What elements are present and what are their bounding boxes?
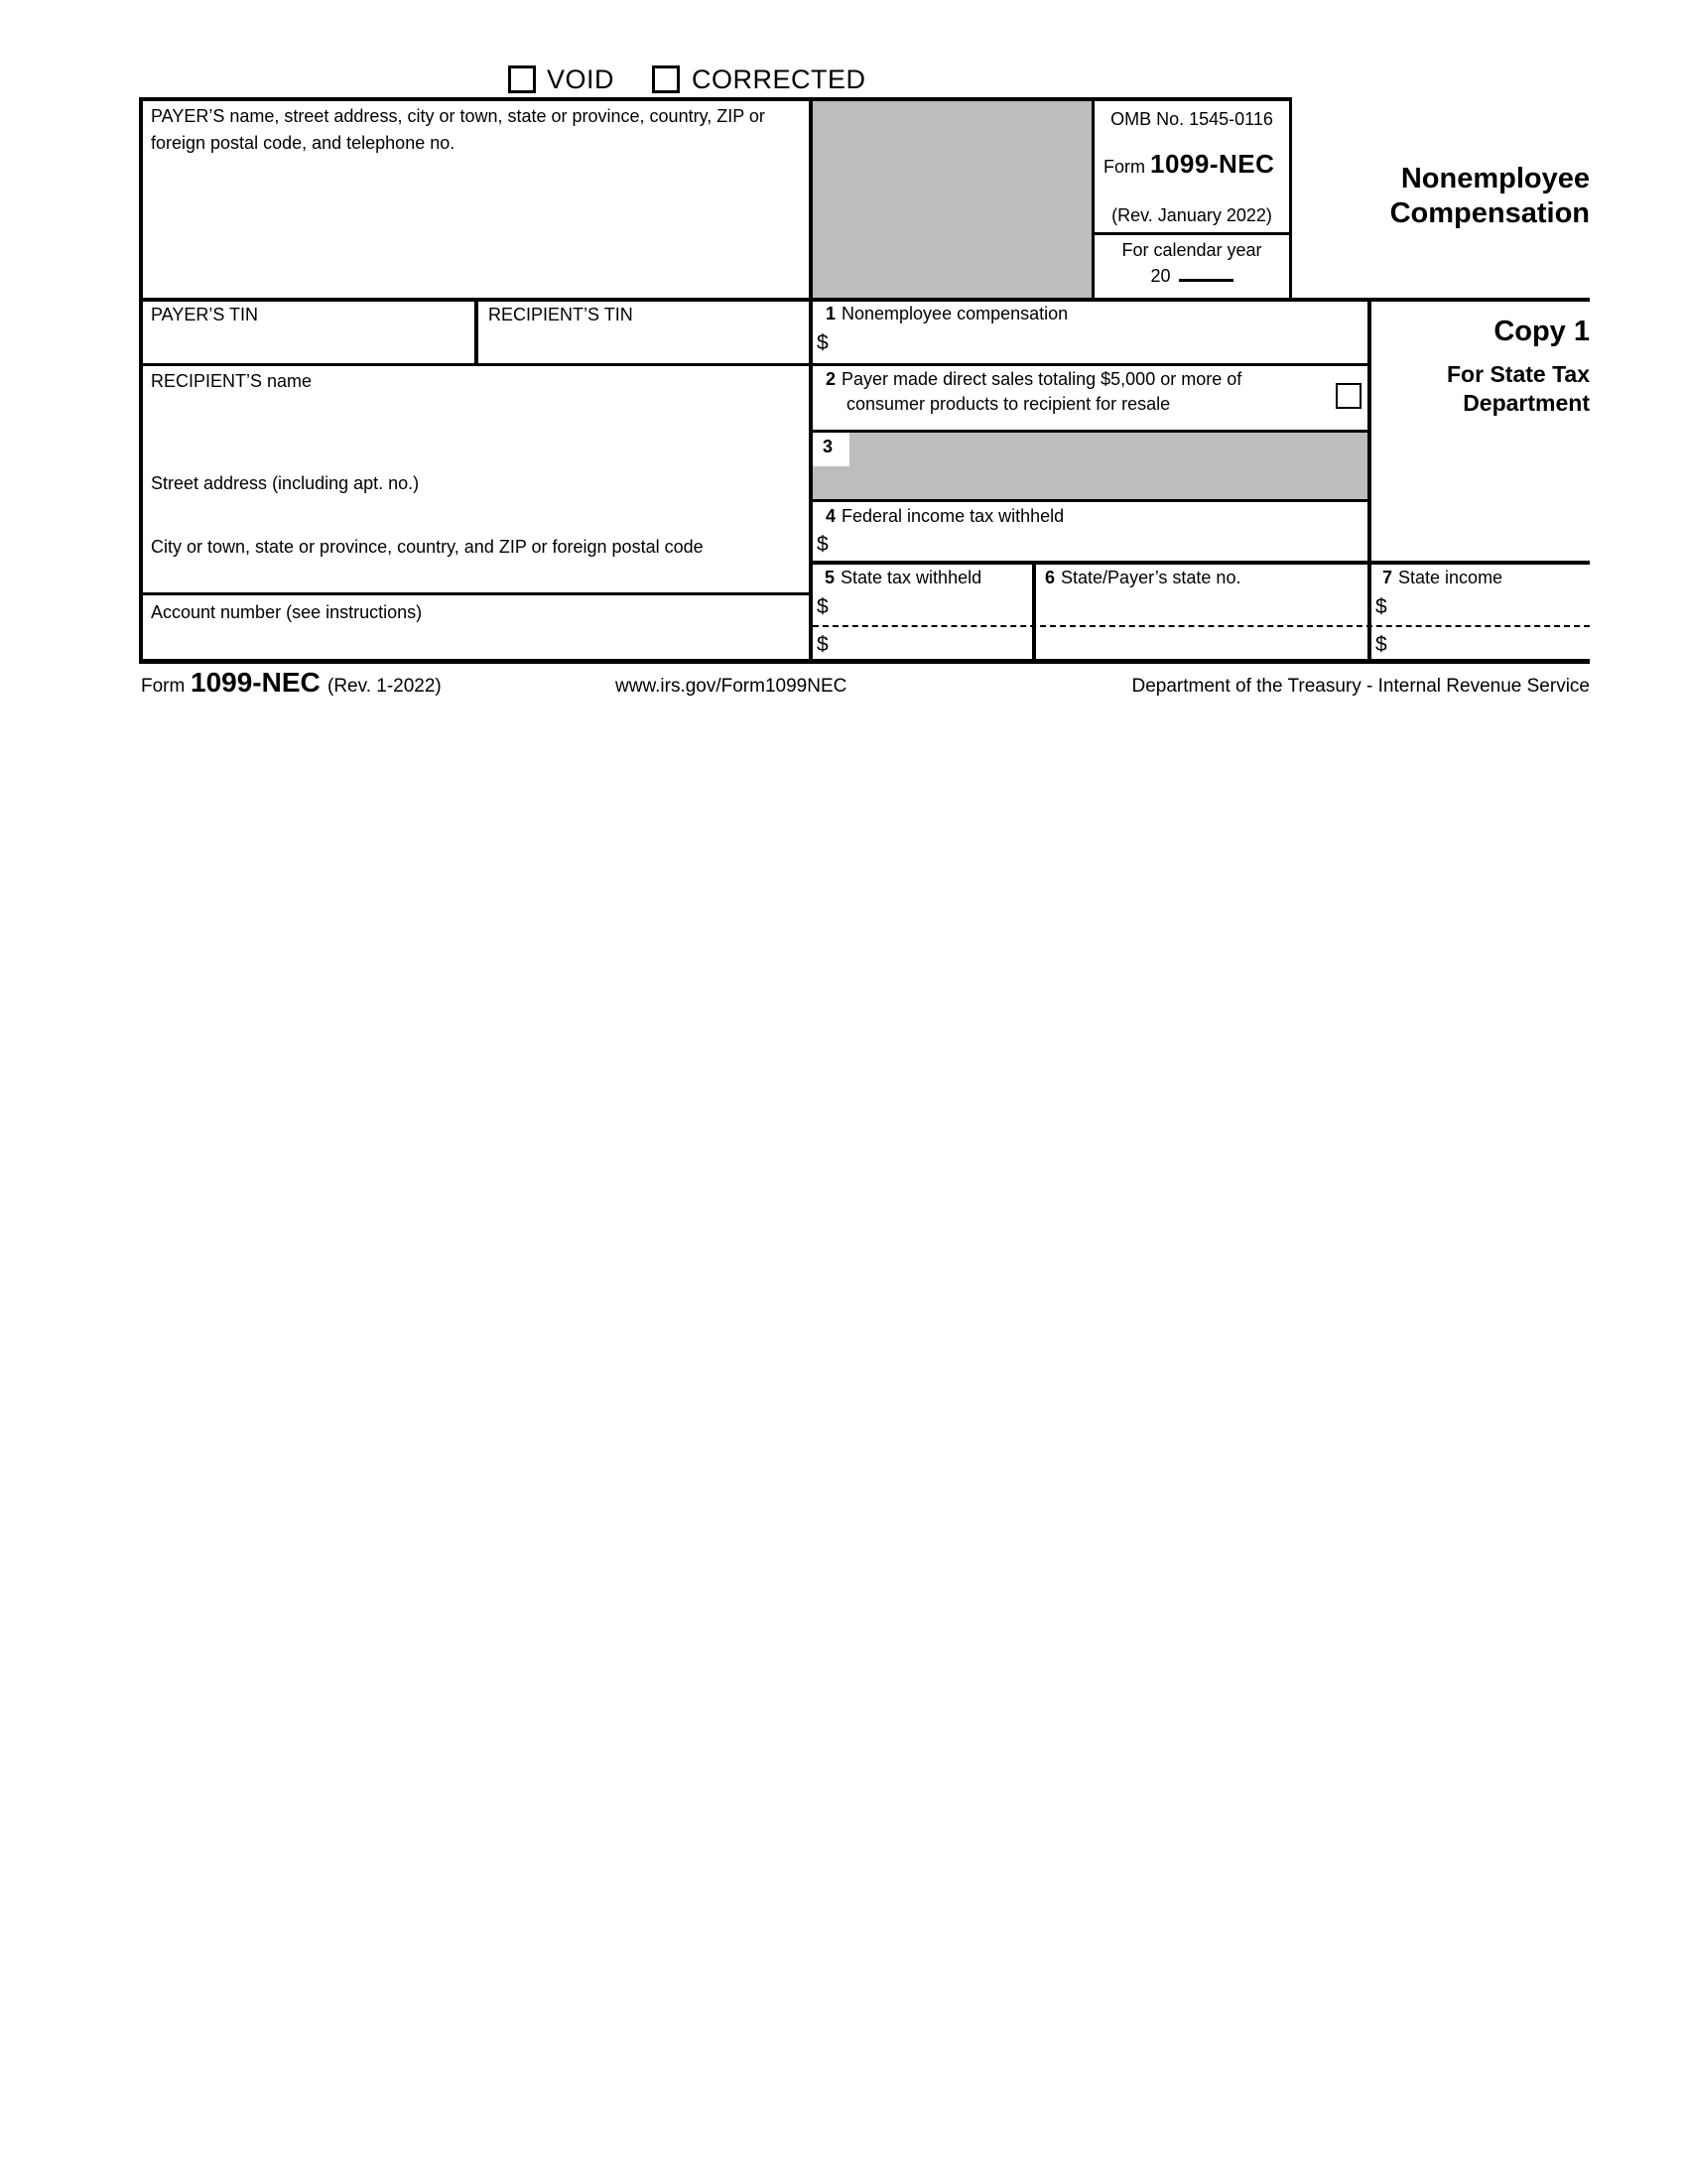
box7-dollar-sign-top: $ [1375, 595, 1387, 618]
border-left [139, 97, 143, 664]
box6-label-text: State/Payer’s state no. [1061, 568, 1241, 587]
box7-label [1382, 568, 1502, 589]
border-right-column-divider [1367, 298, 1371, 664]
box1-dollar-sign: $ [817, 331, 829, 354]
border-tin-divider [474, 298, 478, 366]
border-box2-bottom [809, 430, 1371, 433]
footer-department: Department of the Treasury - Internal Revenue Service [1131, 676, 1590, 697]
calendar-year-blank[interactable] [1179, 266, 1233, 282]
box1-label [826, 304, 1068, 325]
box3-number: 3 [823, 437, 834, 456]
border-top [139, 97, 1292, 101]
form-word: Form [1103, 157, 1145, 177]
omb-number-label: OMB No. 1545-0116 [1110, 109, 1273, 129]
box7-number: 7 [1382, 568, 1393, 587]
copy-for-line1: For State Tax [1447, 361, 1590, 387]
box4-label-text: Federal income tax withheld [842, 506, 1065, 526]
footer-revision: (Rev. 1-2022) [327, 676, 442, 697]
calendar-year-entry[interactable] [1095, 266, 1289, 288]
box4-number: 4 [826, 506, 837, 526]
payer-info-label: PAYER’S name, street address, city or town, state or province, country, ZIP or foreign postal code, and telephone no. [151, 106, 765, 153]
copy-for-line2: Department [1463, 390, 1590, 416]
box5-dollar-sign-bottom: $ [817, 633, 829, 656]
box5-dollar-sign-top: $ [817, 595, 829, 618]
form-title-line1: Nonemployee [1400, 163, 1590, 194]
border-tin-bottom [139, 363, 1371, 366]
border-state-dashed-line [813, 625, 1590, 627]
box1-label-text: Nonemployee compensation [842, 304, 1069, 323]
shaded-box3-area [813, 433, 1367, 499]
copy-for-label [1389, 360, 1590, 418]
box2-number: 2 [826, 369, 837, 389]
box2-label-line2: consumer products to recipient for resale [846, 393, 1171, 414]
box4-dollar-sign: $ [817, 533, 829, 556]
border-header-bottom [139, 298, 1590, 302]
box5-label [825, 568, 981, 589]
border-middle-divider [809, 97, 813, 664]
form-title-line2: Compensation [1389, 197, 1590, 229]
account-number-label: Account number (see instructions) [151, 602, 423, 622]
revision-label: (Rev. January 2022) [1111, 205, 1272, 225]
border-box4-bottom [809, 561, 1590, 565]
corrected-checkbox[interactable] [652, 65, 680, 93]
footer-form-word: Form [141, 676, 186, 697]
box1-number: 1 [826, 304, 837, 323]
city-label: City or town, state or province, country, and ZIP or foreign postal code [151, 537, 704, 557]
box6-label [1045, 568, 1240, 589]
street-address-label: Street address (including apt. no.) [151, 473, 420, 493]
void-label: VOID [547, 64, 615, 94]
form-number-line [1103, 149, 1274, 180]
footer-url-link[interactable]: www.irs.gov/Form1099NEC [615, 676, 847, 697]
box6-number: 6 [1045, 568, 1056, 587]
box5-number: 5 [825, 568, 836, 587]
void-checkbox[interactable] [508, 65, 536, 93]
form-number: 1099-NEC [1150, 149, 1275, 179]
border-box3-bottom [809, 499, 1371, 502]
footer-form-number: 1099-NEC [191, 667, 321, 698]
border-omb-divider [1092, 232, 1292, 235]
box7-label-text: State income [1398, 568, 1503, 587]
recipient-tin-label: RECIPIENT’S TIN [488, 305, 633, 324]
calendar-year-label: For calendar year [1121, 240, 1262, 260]
box2-label-text1: Payer made direct sales totaling $5,000 or more of [842, 369, 1242, 389]
box2-checkbox[interactable] [1336, 383, 1362, 409]
shaded-header-area [813, 101, 1092, 298]
box2-label-line1 [826, 369, 1241, 391]
box4-label [826, 506, 1064, 528]
copy-label: Copy 1 [1493, 316, 1590, 347]
form-title [1292, 162, 1590, 231]
payer-tin-label: PAYER’S TIN [151, 305, 259, 324]
recipient-name-label: RECIPIENT’S name [151, 371, 313, 391]
corrected-label: CORRECTED [692, 64, 866, 94]
border-bottom [139, 659, 1590, 664]
box5-label-text: State tax withheld [841, 568, 982, 587]
border-box5-box6-divider [1032, 561, 1036, 664]
box2-label [826, 369, 1241, 415]
box7-dollar-sign-bottom: $ [1375, 633, 1387, 656]
border-account-top [139, 592, 813, 595]
calendar-year-prefix: 20 [1150, 266, 1171, 286]
